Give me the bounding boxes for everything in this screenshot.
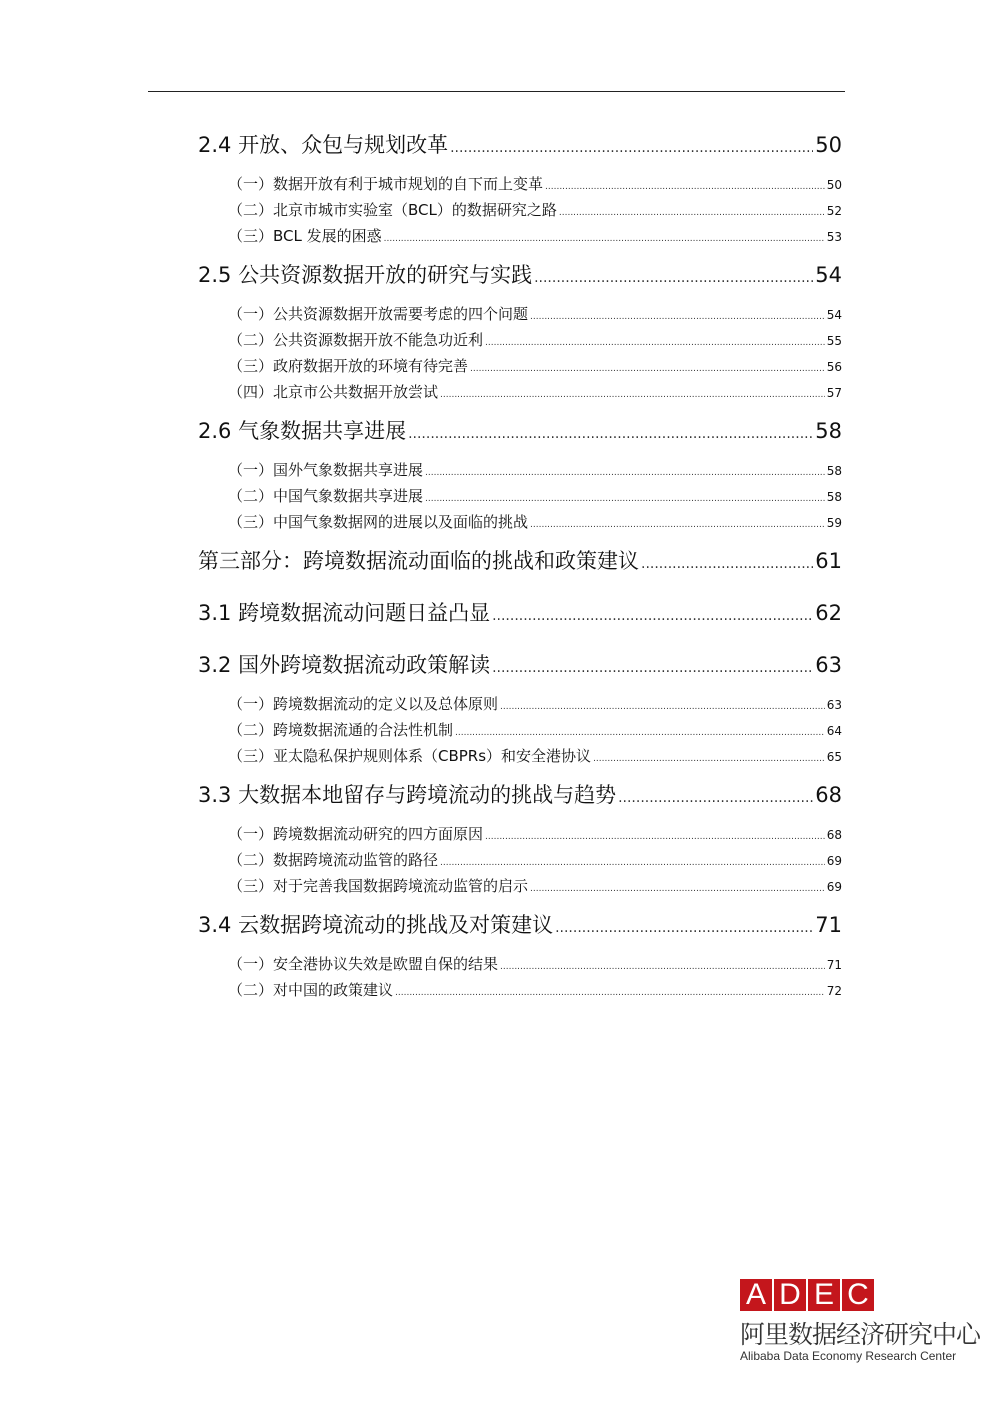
toc-entry-title: （二）北京市城市实验室（BCL）的数据研究之路 bbox=[228, 201, 557, 219]
toc-page-number: 72 bbox=[826, 984, 842, 998]
toc-dot-leader bbox=[593, 748, 825, 770]
toc-entry-title: （一）国外气象数据共享进展 bbox=[228, 461, 424, 479]
toc-subsection-entry[interactable] bbox=[228, 199, 842, 221]
toc-entry-title: 3.1 跨境数据流动问题日益凸显 bbox=[198, 601, 491, 625]
logo-letter-c: C bbox=[842, 1279, 874, 1311]
logo-chinese-name: 阿里数据经济研究中心 bbox=[740, 1320, 981, 1349]
toc-entry-title: （二）对中国的政策建议 bbox=[228, 981, 394, 999]
toc-page-number: 59 bbox=[826, 516, 842, 530]
toc-page-number: 50 bbox=[815, 133, 842, 157]
toc-dot-leader bbox=[485, 332, 825, 354]
toc-page-number: 65 bbox=[826, 750, 842, 764]
toc-section-entry[interactable] bbox=[198, 131, 842, 159]
toc-subsection-entry[interactable] bbox=[228, 875, 842, 897]
toc-subsection-entry[interactable] bbox=[228, 693, 842, 715]
toc-entry-title: （二）中国气象数据共享进展 bbox=[228, 487, 424, 505]
toc-dot-leader bbox=[545, 176, 825, 198]
toc-dot-leader bbox=[440, 384, 825, 406]
toc-entry-title: （三）中国气象数据网的进展以及面临的挑战 bbox=[228, 513, 529, 531]
toc-page-number: 63 bbox=[826, 698, 842, 712]
toc-entry-title: （三）BCL 发展的困惑 bbox=[228, 227, 382, 245]
toc-subsection-entry[interactable] bbox=[228, 329, 842, 351]
toc-subsection-entry[interactable] bbox=[228, 745, 842, 767]
toc-dot-leader bbox=[530, 306, 825, 328]
toc-subsection-entry[interactable] bbox=[228, 823, 842, 845]
toc-subsection-entry[interactable] bbox=[228, 225, 842, 247]
toc-page-number: 68 bbox=[826, 828, 842, 842]
toc-entry-title: （二）数据跨境流动监管的路径 bbox=[228, 851, 439, 869]
toc-page-number: 58 bbox=[826, 464, 842, 478]
toc-page-number: 57 bbox=[826, 386, 842, 400]
toc-dot-leader bbox=[492, 602, 813, 630]
toc-entry-title: 2.5 公共资源数据开放的研究与实践 bbox=[198, 263, 533, 287]
toc-dot-leader bbox=[408, 420, 813, 448]
toc-dot-leader bbox=[450, 134, 813, 162]
toc-dot-leader bbox=[618, 784, 813, 812]
toc-subsection-entry[interactable] bbox=[228, 719, 842, 741]
toc-page-number: 55 bbox=[826, 334, 842, 348]
toc-entry-title: （三）政府数据开放的环境有待完善 bbox=[228, 357, 469, 375]
toc-entry-title: （一）数据开放有利于城市规划的自下而上变革 bbox=[228, 175, 544, 193]
toc-dot-leader bbox=[425, 488, 825, 510]
toc-entry-title: 3.2 国外跨境数据流动政策解读 bbox=[198, 653, 491, 677]
toc-entry-title: 3.3 大数据本地留存与跨境流动的挑战与趋势 bbox=[198, 783, 617, 807]
toc-page-number: 71 bbox=[815, 913, 842, 937]
toc-dot-leader bbox=[384, 228, 825, 250]
toc-dot-leader bbox=[395, 982, 825, 1004]
toc-subsection-entry[interactable] bbox=[228, 303, 842, 325]
toc-entry-title: （一）跨境数据流动研究的四方面原因 bbox=[228, 825, 484, 843]
toc-dot-leader bbox=[559, 202, 825, 224]
toc-page-number: 53 bbox=[826, 230, 842, 244]
toc-entry-title: 2.4 开放、众包与规划改革 bbox=[198, 133, 449, 157]
logo-letter-e: E bbox=[808, 1279, 840, 1311]
toc-page-number: 54 bbox=[826, 308, 842, 322]
toc-section-entry[interactable] bbox=[198, 547, 842, 575]
toc-page-number: 62 bbox=[815, 601, 842, 625]
toc-section-entry[interactable] bbox=[198, 261, 842, 289]
toc-subsection-entry[interactable] bbox=[228, 381, 842, 403]
toc-dot-leader bbox=[534, 264, 813, 292]
toc-subsection-entry[interactable] bbox=[228, 953, 842, 975]
toc-page-number: 52 bbox=[826, 204, 842, 218]
toc-subsection-entry[interactable] bbox=[228, 511, 842, 533]
toc-dot-leader bbox=[500, 696, 825, 718]
toc-entry-title: 第三部分：跨境数据流动面临的挑战和政策建议 bbox=[198, 549, 639, 573]
toc-dot-leader bbox=[641, 550, 813, 578]
toc-page-number: 54 bbox=[815, 263, 842, 287]
toc-dot-leader bbox=[530, 514, 825, 536]
toc-entry-title: （一）安全港协议失效是欧盟自保的结果 bbox=[228, 955, 499, 973]
logo-english-name: Alibaba Data Economy Research Center bbox=[740, 1349, 957, 1363]
toc-subsection-entry[interactable] bbox=[228, 355, 842, 377]
toc-subsection-entry[interactable] bbox=[228, 459, 842, 481]
toc-dot-leader bbox=[440, 852, 825, 874]
toc-page-number: 58 bbox=[815, 419, 842, 443]
toc-dot-leader bbox=[530, 878, 825, 900]
toc-subsection-entry[interactable] bbox=[228, 849, 842, 871]
toc-entry-title: （三）亚太隐私保护规则体系（CBPRs）和安全港协议 bbox=[228, 747, 592, 765]
toc-entry-title: （一）跨境数据流动的定义以及总体原则 bbox=[228, 695, 499, 713]
toc-dot-leader bbox=[492, 654, 813, 682]
toc-entry-title: （三）对于完善我国数据跨境流动监管的启示 bbox=[228, 877, 529, 895]
toc-page-number: 69 bbox=[826, 880, 842, 894]
toc-dot-leader bbox=[470, 358, 825, 380]
toc-section-entry[interactable] bbox=[198, 651, 842, 679]
logo-letter-boxes bbox=[740, 1279, 974, 1311]
toc-page-number: 63 bbox=[815, 653, 842, 677]
toc-subsection-entry[interactable] bbox=[228, 485, 842, 507]
toc-page-number: 58 bbox=[826, 490, 842, 504]
toc-page-number: 56 bbox=[826, 360, 842, 374]
adec-logo bbox=[740, 1278, 981, 1363]
toc-entry-title: （一）公共资源数据开放需要考虑的四个问题 bbox=[228, 305, 529, 323]
toc-entry-title: （四）北京市公共数据开放尝试 bbox=[228, 383, 439, 401]
toc-dot-leader bbox=[500, 956, 825, 978]
toc-dot-leader bbox=[455, 722, 825, 744]
toc-subsection-entry[interactable] bbox=[228, 173, 842, 195]
toc-page-number: 64 bbox=[826, 724, 842, 738]
toc-section-entry[interactable] bbox=[198, 911, 842, 939]
toc-entry-title: （二）跨境数据流通的合法性机制 bbox=[228, 721, 454, 739]
toc-section-entry[interactable] bbox=[198, 781, 842, 809]
toc-dot-leader bbox=[425, 462, 825, 484]
logo-letter-d: D bbox=[774, 1279, 806, 1311]
toc-page-number: 50 bbox=[826, 178, 842, 192]
toc-dot-leader bbox=[555, 914, 813, 942]
toc-entry-title: 3.4 云数据跨境流动的挑战及对策建议 bbox=[198, 913, 554, 937]
logo-letter-a: A bbox=[740, 1279, 772, 1311]
toc-entry-title: 2.6 气象数据共享进展 bbox=[198, 419, 407, 443]
toc-entry-title: （二）公共资源数据开放不能急功近利 bbox=[228, 331, 484, 349]
toc-page-number: 68 bbox=[815, 783, 842, 807]
toc-section-entry[interactable] bbox=[198, 417, 842, 445]
toc-page-number: 69 bbox=[826, 854, 842, 868]
toc-subsection-entry[interactable] bbox=[228, 979, 842, 1001]
toc-page-number: 61 bbox=[815, 549, 842, 573]
toc-page-number: 71 bbox=[826, 958, 842, 972]
header-rule bbox=[148, 91, 845, 92]
toc-section-entry[interactable] bbox=[198, 599, 842, 627]
toc-dot-leader bbox=[485, 826, 825, 848]
